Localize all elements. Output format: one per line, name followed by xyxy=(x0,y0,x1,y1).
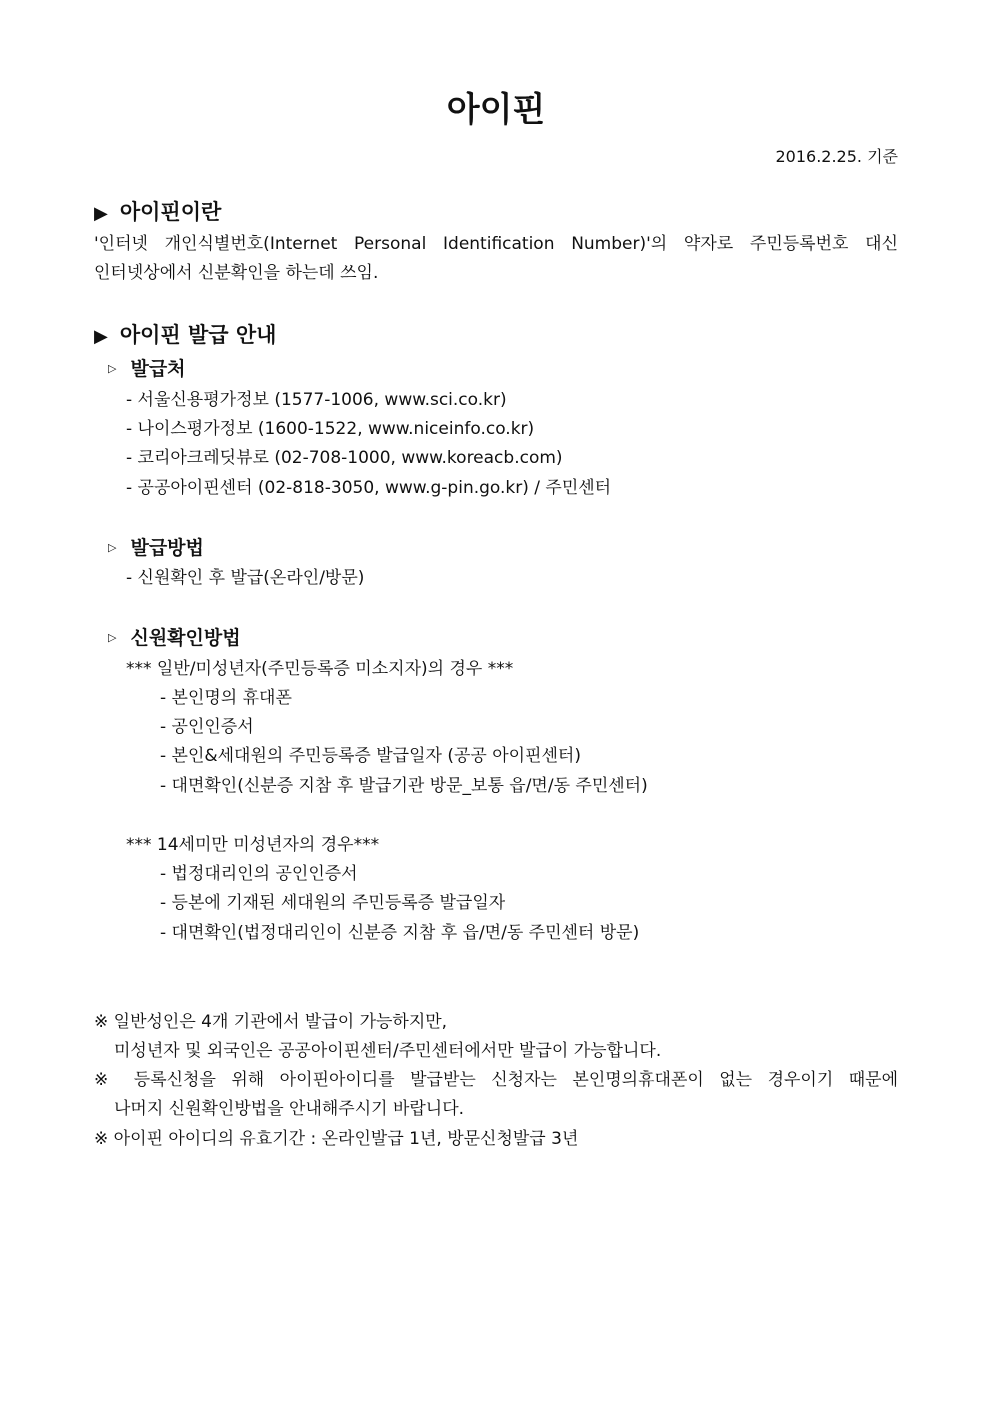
note-2-line-2: 나머지 신원확인방법을 안내해주시기 바랍니다. xyxy=(114,1099,465,1119)
list-item: - 대면확인(신분증 지참 후 발급기관 방문_보통 읍/면/동 주민센터) xyxy=(160,776,648,796)
list-item: - 대면확인(법정대리인이 신분증 지참 후 읍/면/동 주민센터 방문) xyxy=(160,923,640,943)
subheading-verification-method: ▷ 신원확인방법 xyxy=(108,627,241,649)
list-item: - 코리아크레딧뷰로 (02-708-1000, www.koreacb.com) xyxy=(126,448,563,468)
list-item: - 본인&세대원의 주민등록증 발급일자 (공공 아이핀센터) xyxy=(160,746,581,766)
note-2-line-1: ※ 등록신청을 위해 아이핀아이디를 발급받는 신청자는 본인명의휴대폰이 없는 경우이기 때문에 xyxy=(94,1070,898,1090)
triangle-bullet-icon: ▶ xyxy=(94,326,108,347)
section-heading-issuance-guide: ▶ 아이핀 발급 안내 xyxy=(94,323,277,347)
definition-line-2: 인터넷상에서 신분확인을 하는데 쓰임. xyxy=(94,263,379,283)
list-item: - 나이스평가정보 (1600-1522, www.niceinfo.co.kr) xyxy=(126,419,535,439)
ipin-definition xyxy=(94,230,898,288)
small-triangle-bullet-icon: ▷ xyxy=(108,541,117,554)
list-item: - 공공아이핀센터 (02-818-3050, www.g-pin.go.kr) / 주민센터 xyxy=(126,478,612,498)
reference-date: 2016.2.25. 기준 xyxy=(775,147,898,166)
general-case-label: *** 일반/미성년자(주민등록증 미소지자)의 경우 *** xyxy=(126,659,514,679)
subheading-issuance-method: ▷ 발급방법 xyxy=(108,537,204,559)
list-item: - 등본에 기재된 세대원의 주민등록증 발급일자 xyxy=(160,893,506,913)
list-item: - 서울신용평가정보 (1577-1006, www.sci.co.kr) xyxy=(126,390,507,410)
list-item: - 본인명의 휴대폰 xyxy=(160,688,292,708)
small-triangle-bullet-icon: ▷ xyxy=(108,631,117,644)
small-triangle-bullet-icon: ▷ xyxy=(108,362,117,375)
note-1-line-2: 미성년자 및 외국인은 공공아이핀센터/주민센터에서만 발급이 가능합니다. xyxy=(114,1041,662,1061)
note-1-line-1: ※ 일반성인은 4개 기관에서 발급이 가능하지만, xyxy=(94,1012,448,1032)
list-item: - 공인인증서 xyxy=(160,717,254,737)
list-item: - 신원확인 후 발급(온라인/방문) xyxy=(126,568,365,588)
page-title: 아이핀 xyxy=(446,90,546,130)
triangle-bullet-icon: ▶ xyxy=(94,203,108,224)
section-heading-what-is-ipin: ▶ 아이핀이란 xyxy=(94,200,222,224)
list-item: - 법정대리인의 공인인증서 xyxy=(160,864,358,884)
subheading-issuers: ▷ 발급처 xyxy=(108,358,186,380)
minor-case-label: *** 14세미만 미성년자의 경우*** xyxy=(126,835,380,855)
note-3: ※ 아이핀 아이디의 유효기간 : 온라인발급 1년, 방문신청발급 3년 xyxy=(94,1129,579,1149)
definition-line-1: '인터넷 개인식별번호(Internet Personal Identification Number)'의 약자로 주민등록번호 대신 xyxy=(94,234,898,254)
